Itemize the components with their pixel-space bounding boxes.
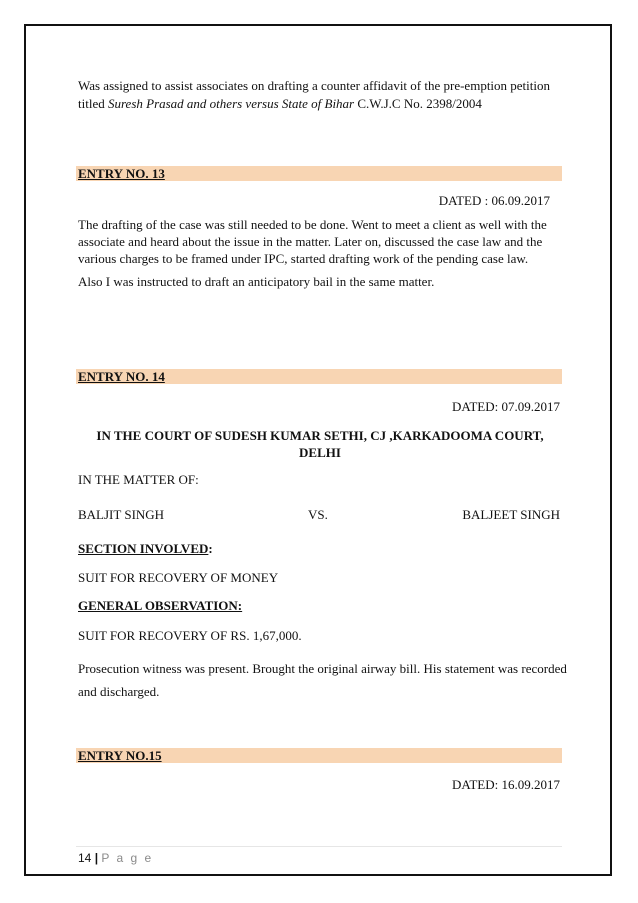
entry-13-date: DATED : 06.09.2017 (438, 193, 550, 208)
general-observation-text: SUIT FOR RECOVERY OF RS. 1,67,000. (78, 628, 302, 643)
intro-line-2 (78, 95, 482, 113)
entry-14-bar (76, 369, 562, 384)
entry-13-para-1-line-3: various charges to be framed under IPC, started drafting work of the pending case law. (78, 251, 529, 266)
entry-15-bar (76, 748, 562, 763)
case-title: Suresh Prasad and others versus State of Bihar (107, 96, 355, 111)
entry-13-para-1-line-1: The drafting of the case was still needed to be done. Went to meet a client as well with the (78, 217, 547, 232)
intro-line-2-suffix: C.W.J.C No. 2398/2004 (354, 96, 482, 111)
footer-separator: | (94, 851, 99, 865)
intro-line-1: Was assigned to assist associates on drafting a counter affidavit of the pre-emption petition (78, 78, 551, 93)
page-footer (78, 851, 153, 865)
court-line-2: DELHI (299, 445, 341, 460)
section-involved-heading (78, 540, 213, 558)
entry-13-para-2: Also I was instructed to draft an anticipatory bail in the same matter. (78, 274, 435, 289)
observation-line-2: and discharged. (78, 684, 160, 699)
section-involved-text: SUIT FOR RECOVERY OF MONEY (78, 570, 279, 585)
entry-13-label: ENTRY NO. 13 (78, 166, 165, 181)
observation-line-1: Prosecution witness was present. Brought the original airway bill. His statement was recorded (78, 661, 567, 676)
entry-15-label: ENTRY NO.15 (78, 748, 162, 763)
intro-line-2-prefix: titled (78, 96, 108, 111)
page-number: 14 (78, 851, 92, 865)
entry-13-para-1-line-2: associate and heard about the issue in the matter. Later on, discussed the case law and the (78, 234, 543, 249)
entry-15-date: DATED: 16.09.2017 (452, 777, 560, 792)
page-word: P a g e (101, 851, 154, 865)
matter-label: IN THE MATTER OF: (78, 472, 199, 487)
versus: VS. (308, 507, 328, 522)
entry-13-bar (76, 166, 562, 181)
party-1: BALJIT SINGH (78, 507, 165, 522)
section-involved-colon: : (208, 541, 213, 556)
footer-rule (76, 846, 562, 847)
entry-14-date: DATED: 07.09.2017 (452, 399, 560, 414)
party-2: BALJEET SINGH (462, 507, 560, 522)
section-involved-heading-text: SECTION INVOLVED (78, 541, 209, 556)
general-observation-heading: GENERAL OBSERVATION: (78, 598, 243, 613)
court-line-1: IN THE COURT OF SUDESH KUMAR SETHI, CJ ,KARKADOOMA COURT, (96, 428, 544, 443)
entry-14-label: ENTRY NO. 14 (78, 369, 165, 384)
